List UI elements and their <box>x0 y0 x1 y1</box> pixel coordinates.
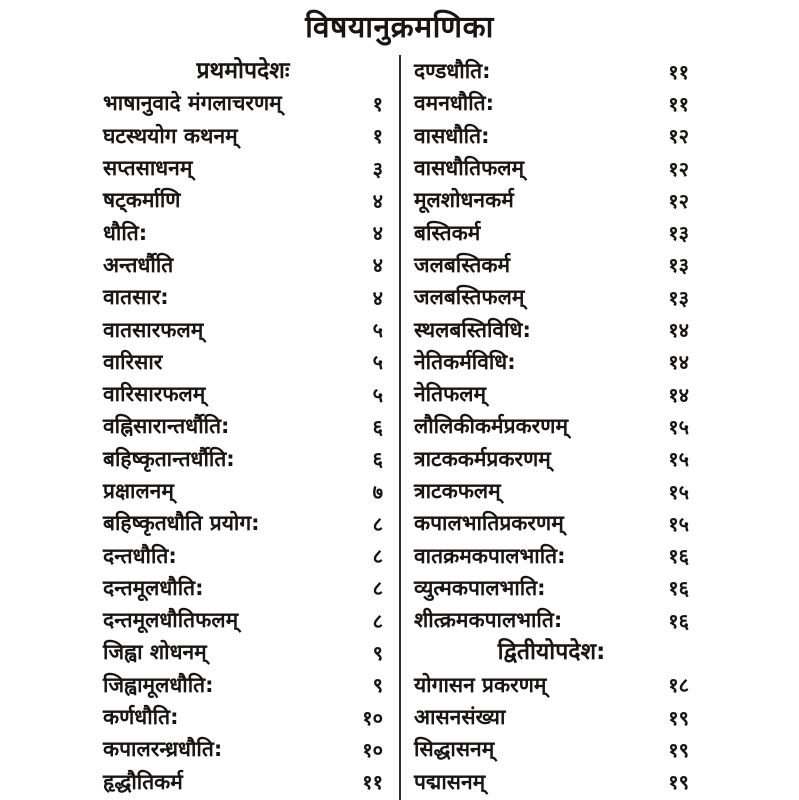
toc-entry <box>414 604 689 636</box>
toc-entry-page-number: ५ <box>372 350 383 375</box>
toc-entry-page-number: ८ <box>372 511 383 536</box>
toc-entry <box>103 507 383 539</box>
toc-entry-title: वारिसार <box>103 349 163 374</box>
toc-entry <box>103 249 383 281</box>
toc-entry <box>103 604 383 636</box>
toc-entry <box>414 281 689 313</box>
toc-entry-title: प्रक्षालनम् <box>103 479 174 503</box>
toc-entry <box>414 216 689 248</box>
toc-entry-page-number: ४ <box>372 285 383 310</box>
toc-entry-title: षट्कर्माणि <box>103 188 181 213</box>
toc-entry <box>414 410 689 442</box>
toc-entry-page-number: १३ <box>668 285 689 310</box>
toc-entry-title: नेतिफलम् <box>414 382 487 407</box>
toc-entry-page-number: १२ <box>668 124 689 149</box>
toc-entry-title: वातक्रमकपालभाति: <box>414 543 566 568</box>
toc-entry-title: व्युत्मकपालभाति: <box>414 575 546 600</box>
toc-entry-page-number: १० <box>362 737 383 762</box>
toc-entries-left <box>103 87 383 798</box>
toc-entry-title: धौति: <box>103 220 148 245</box>
toc-entry-page-number: १४ <box>668 382 689 407</box>
toc-entry-title: कपालरन्ध्रधौति: <box>103 737 223 762</box>
toc-entry-page-number: १९ <box>668 770 689 795</box>
toc-entry-title: जिह्वामूलधौति: <box>103 672 214 697</box>
toc-entry <box>414 378 689 410</box>
section-header-second-chapter: द्वितीयोपदेश: <box>497 639 606 666</box>
toc-entry-page-number: १० <box>362 705 383 730</box>
toc-entry-title: पद्मासनम् <box>414 769 486 794</box>
toc-entry-page-number: १८ <box>668 673 689 698</box>
toc-entry-title: अन्तर्धौति <box>103 252 174 277</box>
toc-entry <box>414 120 689 152</box>
toc-entry-title: लौलिकीकर्मप्रकरणम् <box>414 414 569 439</box>
toc-entry-page-number: १ <box>372 91 383 116</box>
page-title: विषयानुक्रमणिका <box>305 10 494 45</box>
toc-entry-title: वासधौति: <box>414 123 490 148</box>
toc-entry <box>103 572 383 604</box>
toc-entry-page-number: १६ <box>668 576 689 601</box>
toc-entry <box>414 313 689 345</box>
toc-entry <box>414 346 689 378</box>
toc-entry <box>103 701 383 733</box>
toc-entry-page-number: ३ <box>372 156 383 181</box>
toc-entry-page-number: १२ <box>668 188 689 213</box>
toc-entry-page-number: ११ <box>362 770 383 795</box>
toc-entry-page-number: ४ <box>372 221 383 246</box>
toc-entry-title: योगासन प्रकरणम् <box>414 672 547 697</box>
toc-entry-page-number: १५ <box>668 414 689 439</box>
toc-entry-title: बहिष्कृतान्तर्धौति: <box>103 446 235 471</box>
toc-entry <box>103 669 383 701</box>
toc-entry-title: घटस्थयोग कथनम् <box>103 123 238 148</box>
toc-entry <box>103 475 383 507</box>
toc-entry-title: बहिष्कृतधौति प्रयोग: <box>103 511 260 536</box>
toc-entry <box>414 507 689 539</box>
toc-entry-page-number: ७ <box>372 479 383 504</box>
toc-entry <box>103 152 383 184</box>
toc-entry-page-number: १६ <box>668 544 689 569</box>
toc-entry-page-number: ४ <box>372 188 383 213</box>
toc-entry <box>103 120 383 152</box>
toc-entry-title: हृद्धौतिकर्म <box>103 769 183 794</box>
toc-entry-title: शीत्क्रमकपालभाति: <box>414 608 563 633</box>
toc-entry-page-number: ६ <box>372 414 383 439</box>
toc-entry-title: स्थलबस्तिविधि: <box>414 317 531 342</box>
toc-columns <box>0 55 799 800</box>
toc-entry-page-number: ६ <box>372 447 383 472</box>
toc-entry-title: दन्तमूलधौति: <box>103 575 204 600</box>
toc-entry-title: दन्तधौति: <box>103 543 177 568</box>
toc-entry-page-number: ८ <box>372 608 383 633</box>
toc-entry-page-number: ५ <box>372 318 383 343</box>
toc-entry-page-number: ८ <box>372 576 383 601</box>
toc-entry-page-number: ८ <box>372 544 383 569</box>
toc-entry <box>414 55 689 87</box>
toc-entry <box>103 410 383 442</box>
toc-entry <box>103 733 383 765</box>
toc-entry-title: वासधौतिफलम् <box>414 156 525 181</box>
toc-entry-page-number: ११ <box>668 59 689 84</box>
toc-entry <box>414 766 689 798</box>
toc-entry-page-number: १४ <box>668 318 689 343</box>
toc-entry-title: कर्णधौति: <box>103 705 179 730</box>
toc-entry-title: मूलशोधनकर्म <box>414 188 514 213</box>
toc-entry-title: वारिसारफलम् <box>103 382 206 407</box>
toc-entry-title: आसनसंख्या <box>414 705 506 730</box>
toc-entry <box>103 313 383 345</box>
toc-entry <box>103 443 383 475</box>
toc-entry <box>414 701 689 733</box>
toc-entry-page-number: ५ <box>372 382 383 407</box>
toc-entry-page-number: १३ <box>668 221 689 246</box>
toc-entry-page-number: ९ <box>372 673 383 698</box>
toc-entry <box>103 539 383 571</box>
toc-entry <box>414 184 689 216</box>
toc-entry <box>103 378 383 410</box>
toc-entry-page-number: १५ <box>668 511 689 536</box>
toc-entry-title: जलबस्तिकर्म <box>414 252 511 277</box>
toc-entries-right-bottom <box>414 669 689 798</box>
toc-entry-page-number: १२ <box>668 156 689 181</box>
toc-entry-page-number: ११ <box>668 91 689 116</box>
toc-entry <box>414 669 689 701</box>
toc-entry-title: सिद्धासनम् <box>414 737 495 762</box>
toc-entry-page-number: १३ <box>668 253 689 278</box>
toc-column-left <box>0 55 399 800</box>
section-header-first-chapter: प्रथमोपदेशः <box>196 58 290 84</box>
toc-entry-page-number: १९ <box>668 737 689 762</box>
toc-entries-right-top <box>414 55 689 636</box>
toc-column-right <box>399 55 799 800</box>
toc-entry <box>103 216 383 248</box>
toc-entry <box>103 636 383 668</box>
toc-entry <box>414 443 689 475</box>
toc-entry-page-number: ४ <box>372 253 383 278</box>
toc-entry-page-number: १४ <box>668 350 689 375</box>
toc-entry-title: दन्तमूलधौतिफलम् <box>103 608 239 633</box>
toc-entry-page-number: १९ <box>668 705 689 730</box>
toc-entry-page-number: १ <box>372 124 383 149</box>
toc-entry-title: जलबस्तिफलम् <box>414 285 525 310</box>
toc-entry-title: नेतिकर्मविधि: <box>414 349 516 374</box>
toc-entry-page-number: १५ <box>668 479 689 504</box>
toc-entry <box>414 152 689 184</box>
toc-entry-title: बस्तिकर्म <box>414 220 481 245</box>
toc-entry-page-number: १५ <box>668 447 689 472</box>
toc-entry <box>414 249 689 281</box>
toc-entry <box>414 572 689 604</box>
toc-entry <box>103 87 383 119</box>
toc-entry <box>414 733 689 765</box>
toc-entry-title: त्राटककर्मप्रकरणम् <box>414 446 551 471</box>
toc-entry-page-number: १६ <box>668 608 689 633</box>
toc-entry-title: कपालभातिप्रकरणम् <box>414 511 564 536</box>
toc-entry <box>103 766 383 798</box>
toc-entry-title: वातसारफलम् <box>103 317 204 342</box>
toc-entry-page-number: ९ <box>372 640 383 665</box>
toc-entry <box>103 184 383 216</box>
toc-entry-title: वमनधौति: <box>414 91 495 116</box>
toc-entry <box>103 281 383 313</box>
toc-entry-title: जिह्वा शोधनम् <box>103 640 207 665</box>
toc-entry-title: वह्निसारान्तर्धौति: <box>103 414 230 439</box>
toc-entry-title: सप्तसाधनम् <box>103 156 193 181</box>
toc-entry <box>414 539 689 571</box>
toc-entry-title: दण्डधौति: <box>414 59 491 84</box>
toc-entry <box>103 346 383 378</box>
toc-entry-title: त्राटकफलम् <box>414 479 501 503</box>
toc-entry-title: वातसार: <box>103 285 169 310</box>
toc-entry <box>414 475 689 507</box>
toc-entry-title: भाषानुवादे मंगलाचरणम् <box>103 91 282 116</box>
toc-entry <box>414 87 689 119</box>
